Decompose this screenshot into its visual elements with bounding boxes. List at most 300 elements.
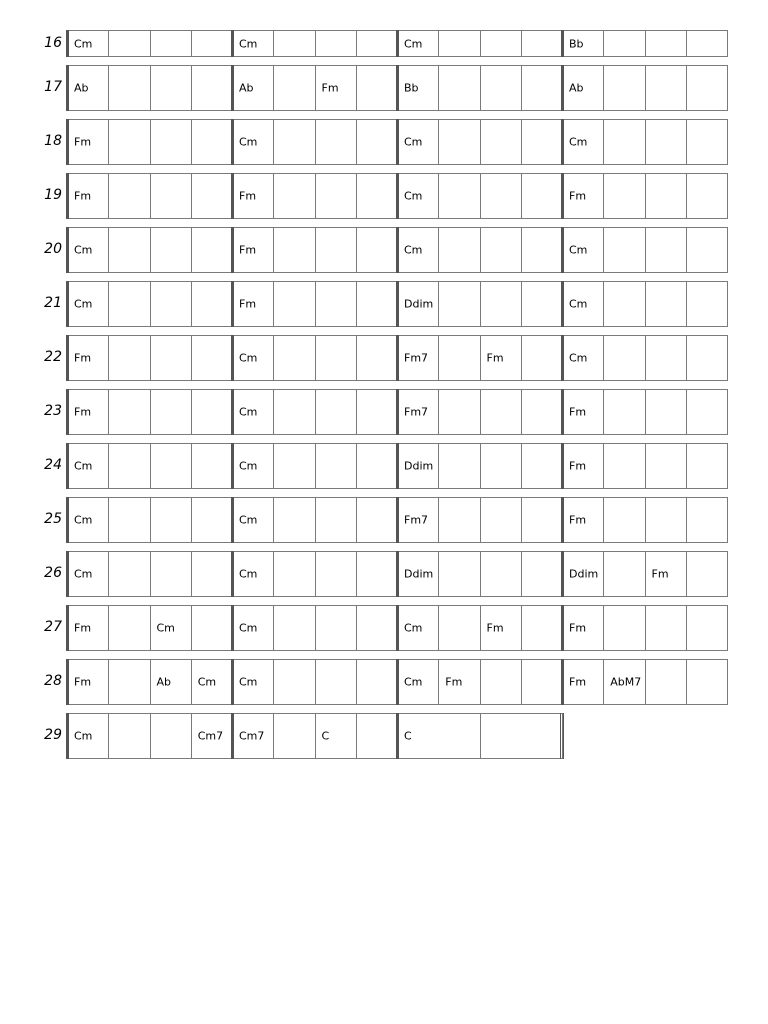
chord-cell [191, 227, 233, 273]
chord-cell [315, 335, 357, 381]
measure-barline [561, 335, 564, 381]
chord-symbol: Fm [569, 405, 587, 419]
chord-symbol: Fm [74, 189, 92, 203]
chord-symbol: Cm [239, 567, 258, 581]
chord-cell [397, 30, 439, 57]
chord-cell [521, 605, 563, 651]
measure-barline [66, 497, 69, 543]
measure-barline [561, 281, 564, 327]
chord-cell [480, 389, 522, 435]
measure-barline [66, 65, 69, 111]
chord-cell [108, 119, 150, 165]
chord-cell [480, 605, 522, 651]
chord-cell [232, 227, 274, 273]
measure-barline [231, 443, 234, 489]
chord-cell [315, 119, 357, 165]
measure-row-number: 22 [44, 349, 62, 365]
chord-cell [645, 30, 687, 57]
chord-cell [603, 551, 645, 597]
chord-cell [562, 497, 604, 543]
chord-cell [67, 551, 109, 597]
chord-cell [603, 389, 645, 435]
chord-cell [521, 227, 563, 273]
chord-cell [232, 281, 274, 327]
chord-cell [480, 30, 522, 57]
chord-symbol: Fm [486, 351, 504, 365]
chord-cell [315, 227, 357, 273]
chord-cell [67, 659, 109, 705]
chord-symbol: Cm [74, 567, 93, 581]
chord-symbol: Cm [239, 351, 258, 365]
chord-cell [438, 281, 480, 327]
chord-symbol: C [404, 729, 412, 743]
chord-cell [273, 65, 315, 111]
chord-symbol: Fm [239, 243, 257, 257]
chord-cell [438, 119, 480, 165]
measure-barline [561, 173, 564, 219]
chord-symbol: Fm7 [404, 405, 429, 419]
chord-cell [108, 335, 150, 381]
chord-cell [273, 335, 315, 381]
chord-cell [67, 713, 109, 759]
chord-symbol: Cm [404, 243, 423, 257]
chord-cell [108, 281, 150, 327]
measure-barline [66, 389, 69, 435]
chord-cell [397, 443, 439, 489]
measure-barline [231, 659, 234, 705]
chord-symbol: Cm7 [239, 729, 265, 743]
chord-symbol: Fm7 [404, 351, 429, 365]
chord-symbol: Ddim [404, 297, 434, 311]
measure-barline [231, 281, 234, 327]
chord-symbol: Fm [74, 405, 92, 419]
measure-barline [396, 335, 399, 381]
chord-cell [150, 227, 192, 273]
chord-cell [315, 443, 357, 489]
chord-cell [480, 713, 564, 759]
chord-cell [273, 443, 315, 489]
measure-row-number: 24 [44, 457, 62, 473]
chord-cell [356, 335, 398, 381]
measure-barline [66, 119, 69, 165]
chord-cell [480, 173, 522, 219]
chord-symbol: Fm [569, 621, 587, 635]
chord-symbol: Cm [74, 243, 93, 257]
chord-cell [150, 65, 192, 111]
chord-cell [232, 551, 274, 597]
chord-cell [686, 389, 728, 435]
measure-barline [231, 713, 234, 759]
measure-barline [396, 119, 399, 165]
chord-cell [356, 119, 398, 165]
chord-cell [645, 227, 687, 273]
chord-cell [603, 119, 645, 165]
measure-barline [561, 551, 564, 597]
chord-cell [562, 605, 604, 651]
chord-cell [273, 551, 315, 597]
chord-cell [356, 389, 398, 435]
chord-cell [521, 65, 563, 111]
measure-barline [396, 551, 399, 597]
chord-cell [521, 551, 563, 597]
chord-cell [480, 119, 522, 165]
chord-cell [521, 389, 563, 435]
chord-cell [521, 335, 563, 381]
chord-cell [273, 173, 315, 219]
chord-cell [67, 119, 109, 165]
chord-symbol: Ab [569, 81, 584, 95]
chord-cell [521, 119, 563, 165]
chord-cell [480, 281, 522, 327]
chord-symbol: Ab [239, 81, 254, 95]
chord-cell [191, 443, 233, 489]
chord-cell [397, 497, 439, 543]
chord-symbol: Cm [74, 37, 93, 50]
chord-cell [397, 227, 439, 273]
chord-symbol: Fm [74, 135, 92, 149]
chord-cell [562, 335, 604, 381]
measure-barline [561, 443, 564, 489]
chord-cell [480, 551, 522, 597]
chord-cell [232, 389, 274, 435]
chord-symbol: Cm [197, 675, 217, 689]
measure-barline [66, 713, 69, 759]
chord-cell [150, 605, 192, 651]
chord-symbol: Ab [156, 675, 172, 689]
chord-cell [521, 443, 563, 489]
chord-cell [645, 335, 687, 381]
chord-cell [191, 335, 233, 381]
chord-cell [108, 497, 150, 543]
chord-symbol: Fm [651, 567, 669, 581]
measure-barline [231, 119, 234, 165]
chord-symbol: Bb [404, 81, 419, 95]
chord-symbol: Cm [239, 459, 258, 473]
measure-barline [396, 659, 399, 705]
measure-barline [396, 30, 399, 57]
chord-cell [108, 713, 150, 759]
chord-cell [232, 605, 274, 651]
chord-cell [438, 227, 480, 273]
chord-cell [438, 551, 480, 597]
chord-cell [315, 65, 357, 111]
chord-cell [273, 281, 315, 327]
chord-symbol: Cm [404, 37, 423, 50]
measure-barline [66, 30, 69, 57]
chord-cell [108, 551, 150, 597]
measure-barline [231, 389, 234, 435]
chord-cell [191, 659, 233, 705]
chord-symbol: C [321, 729, 330, 743]
chord-symbol: Cm [239, 621, 258, 635]
chord-cell [397, 119, 439, 165]
chord-cell [191, 551, 233, 597]
chord-cell [438, 30, 480, 57]
chord-cell [438, 605, 480, 651]
chord-cell [315, 497, 357, 543]
measure-barline [396, 443, 399, 489]
chord-cell [521, 30, 563, 57]
chord-cell [67, 30, 109, 57]
chord-cell [521, 497, 563, 543]
chord-cell [150, 281, 192, 327]
chord-cell [603, 659, 645, 705]
chord-cell [150, 335, 192, 381]
chord-cell [232, 173, 274, 219]
chord-cell [273, 119, 315, 165]
chord-symbol: Cm [569, 243, 588, 257]
measure-barline [231, 30, 234, 57]
chord-cell [645, 551, 687, 597]
chord-symbol: Cm [239, 675, 258, 689]
chord-symbol: AbM7 [610, 675, 642, 689]
chord-cell [686, 443, 728, 489]
chord-cell [150, 119, 192, 165]
chord-cell [603, 65, 645, 111]
measure-barline [561, 119, 564, 165]
measure-barline [396, 227, 399, 273]
measure-row-number: 23 [44, 403, 62, 419]
chord-cell [686, 605, 728, 651]
chord-cell [150, 173, 192, 219]
chord-cell [356, 605, 398, 651]
chord-symbol: Cm [156, 621, 175, 635]
chord-cell [315, 173, 357, 219]
chord-cell [356, 173, 398, 219]
chord-symbol: Fm [486, 621, 504, 635]
chord-cell [686, 119, 728, 165]
chord-cell [686, 335, 728, 381]
measure-barline [396, 65, 399, 111]
chord-cell [603, 335, 645, 381]
chord-cell [397, 389, 439, 435]
measure-barline [66, 551, 69, 597]
measure-barline [231, 227, 234, 273]
chord-cell [356, 497, 398, 543]
chord-cell [603, 281, 645, 327]
measure-barline [396, 497, 399, 543]
chord-cell [397, 551, 439, 597]
chord-cell [191, 497, 233, 543]
chord-cell [232, 30, 274, 57]
chord-cell [67, 227, 109, 273]
chord-cell [645, 605, 687, 651]
chord-symbol: Fm [569, 459, 587, 473]
chord-cell [562, 659, 604, 705]
chord-cell [686, 551, 728, 597]
chord-cell [67, 605, 109, 651]
measure-row-number: 18 [44, 133, 62, 149]
chord-symbol: Cm [239, 513, 258, 527]
measure-barline [66, 227, 69, 273]
chord-cell [480, 659, 522, 705]
measure-row-number: 27 [44, 619, 62, 635]
chord-cell [273, 30, 315, 57]
chord-cell [356, 65, 398, 111]
chord-symbol: Cm [404, 621, 423, 635]
chord-cell [562, 551, 604, 597]
measure-barline [66, 443, 69, 489]
chord-symbol: Bb [569, 37, 584, 50]
measure-barline [66, 173, 69, 219]
chord-symbol: Ddim [404, 459, 434, 473]
chord-cell [686, 227, 728, 273]
measure-barline [66, 605, 69, 651]
chord-cell [397, 65, 439, 111]
chord-cell [356, 281, 398, 327]
measure-barline [396, 281, 399, 327]
chord-symbol: Fm [239, 297, 257, 311]
chord-cell [108, 227, 150, 273]
chord-cell [191, 281, 233, 327]
measure-barline [231, 605, 234, 651]
chord-symbol: Cm [74, 459, 93, 473]
chord-cell [397, 659, 439, 705]
measure-barline [396, 713, 399, 759]
chord-cell [356, 713, 398, 759]
measure-barline [561, 659, 564, 705]
chord-cell [273, 659, 315, 705]
measure-barline [66, 659, 69, 705]
chord-symbol: Ab [74, 81, 89, 95]
chord-symbol: Cm [404, 675, 423, 689]
chord-cell [356, 30, 398, 57]
chord-cell [232, 713, 274, 759]
chord-cell [67, 65, 109, 111]
chord-symbol: Fm [74, 675, 92, 689]
chord-cell [603, 605, 645, 651]
measure-barline [561, 30, 564, 57]
measure-barline [231, 173, 234, 219]
chord-cell [273, 497, 315, 543]
chord-cell [356, 551, 398, 597]
measure-barline [396, 605, 399, 651]
chord-cell [108, 65, 150, 111]
measure-barline [66, 281, 69, 327]
chord-cell [562, 389, 604, 435]
measure-row-number: 17 [44, 79, 62, 95]
chord-cell [232, 335, 274, 381]
chord-cell [438, 497, 480, 543]
chord-cell [191, 605, 233, 651]
chord-cell [438, 389, 480, 435]
chord-cell [603, 173, 645, 219]
chord-cell [686, 65, 728, 111]
measure-barline [231, 551, 234, 597]
chord-cell [191, 713, 233, 759]
measure-row-number: 29 [44, 727, 62, 743]
chord-cell [397, 281, 439, 327]
chord-cell [645, 281, 687, 327]
chord-cell [232, 65, 274, 111]
chord-cell [480, 497, 522, 543]
chord-cell [232, 659, 274, 705]
chord-symbol: Fm [569, 513, 587, 527]
final-double-barline [560, 713, 564, 759]
chord-cell [603, 227, 645, 273]
chord-cell [645, 389, 687, 435]
chord-symbol: Fm [239, 189, 257, 203]
chord-cell [603, 497, 645, 543]
chord-cell [150, 659, 192, 705]
chord-cell [191, 173, 233, 219]
chord-cell [191, 30, 233, 57]
chord-cell [480, 227, 522, 273]
measure-barline [396, 173, 399, 219]
chord-cell [686, 281, 728, 327]
chord-symbol: Fm [321, 81, 339, 95]
chord-cell [191, 65, 233, 111]
chord-cell [67, 281, 109, 327]
measure-row-number: 20 [44, 241, 62, 257]
measure-barline [561, 227, 564, 273]
measure-row-number: 25 [44, 511, 62, 527]
chord-symbol: Cm [569, 135, 588, 149]
measure-barline [396, 389, 399, 435]
chord-symbol: Cm [404, 135, 423, 149]
chord-cell [150, 30, 192, 57]
measure-barline [561, 497, 564, 543]
chord-symbol: Fm [569, 189, 587, 203]
chord-cell [645, 119, 687, 165]
chord-symbol: Cm [239, 135, 258, 149]
chord-cell [480, 335, 522, 381]
chord-cell [315, 713, 357, 759]
chord-symbol: Cm [404, 189, 423, 203]
chord-cell [356, 227, 398, 273]
chord-cell [645, 497, 687, 543]
chord-symbol: Cm [239, 37, 258, 50]
chord-cell [67, 443, 109, 489]
chord-cell [686, 497, 728, 543]
chord-cell [397, 713, 481, 759]
chord-cell [562, 173, 604, 219]
chord-cell [397, 335, 439, 381]
chord-cell [438, 335, 480, 381]
chord-symbol: Fm [74, 621, 92, 635]
chord-cell [645, 173, 687, 219]
chord-symbol: Cm7 [197, 729, 224, 743]
chord-cell [108, 443, 150, 489]
measure-row-number: 19 [44, 187, 62, 203]
measure-barline [231, 65, 234, 111]
chord-cell [191, 389, 233, 435]
chord-cell [315, 281, 357, 327]
chord-cell [150, 551, 192, 597]
chord-cell [686, 30, 728, 57]
chord-symbol: Fm [74, 351, 92, 365]
chord-symbol: Cm [569, 297, 588, 311]
chord-cell [273, 713, 315, 759]
chord-cell [150, 713, 192, 759]
measure-barline [231, 335, 234, 381]
measure-barline [66, 335, 69, 381]
chord-cell [356, 443, 398, 489]
chord-cell [645, 659, 687, 705]
chord-cell [480, 443, 522, 489]
chord-cell [438, 65, 480, 111]
chord-cell [315, 30, 357, 57]
chord-cell [438, 659, 480, 705]
chord-cell [521, 281, 563, 327]
chord-cell [356, 659, 398, 705]
chord-cell [150, 497, 192, 543]
chord-cell [480, 65, 522, 111]
chord-cell [562, 227, 604, 273]
chord-cell [603, 30, 645, 57]
chord-symbol: Fm [445, 675, 463, 689]
chord-symbol: Cm [74, 729, 93, 743]
